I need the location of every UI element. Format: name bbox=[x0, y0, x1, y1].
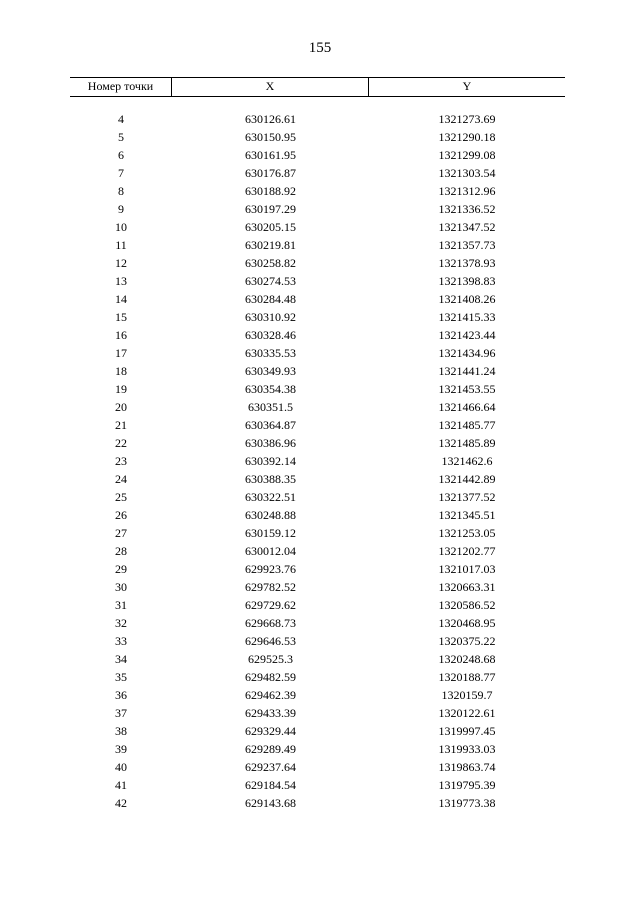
point-number-cell: 17 bbox=[115, 346, 127, 360]
y-cell: 1320586.52 bbox=[438, 598, 496, 612]
y-cell: 1321345.51 bbox=[438, 508, 496, 522]
table-header bbox=[70, 77, 565, 96]
y-cell: 1321273.69 bbox=[438, 112, 496, 126]
header-point-number: Номер точки bbox=[70, 77, 172, 96]
table-row bbox=[70, 128, 565, 146]
table-row bbox=[70, 506, 565, 524]
table-row bbox=[70, 542, 565, 560]
x-cell: 629525.3 bbox=[248, 652, 293, 666]
x-cell: 630248.88 bbox=[245, 508, 296, 522]
point-number-cell: 35 bbox=[115, 670, 127, 684]
x-cell: 630284.48 bbox=[245, 292, 296, 306]
x-cell: 630197.29 bbox=[245, 202, 296, 216]
table-body bbox=[70, 110, 565, 812]
x-cell: 629237.64 bbox=[245, 760, 296, 774]
point-number-cell: 15 bbox=[115, 310, 127, 324]
table-row bbox=[70, 398, 565, 416]
table-row bbox=[70, 236, 565, 254]
x-cell: 630322.51 bbox=[245, 490, 296, 504]
x-cell: 629782.52 bbox=[245, 580, 296, 594]
x-cell: 630392.14 bbox=[245, 454, 296, 468]
x-cell: 629729.62 bbox=[245, 598, 296, 612]
header-x: X bbox=[172, 77, 369, 96]
x-cell: 630012.04 bbox=[245, 544, 296, 558]
y-cell: 1321303.54 bbox=[438, 166, 496, 180]
x-cell: 629923.76 bbox=[245, 562, 296, 576]
table-row bbox=[70, 560, 565, 578]
table-row bbox=[70, 524, 565, 542]
table-row bbox=[70, 776, 565, 794]
table-row bbox=[70, 308, 565, 326]
x-cell: 630274.53 bbox=[245, 274, 296, 288]
point-number-cell: 11 bbox=[115, 238, 127, 252]
table-row bbox=[70, 632, 565, 650]
x-cell: 630126.61 bbox=[245, 112, 296, 126]
y-cell: 1320159.7 bbox=[441, 688, 493, 702]
table-row bbox=[70, 290, 565, 308]
table-row bbox=[70, 596, 565, 614]
table-row bbox=[70, 668, 565, 686]
y-cell: 1321290.18 bbox=[438, 130, 496, 144]
x-cell: 629433.39 bbox=[245, 706, 296, 720]
x-cell: 630219.81 bbox=[245, 238, 296, 252]
y-cell: 1319933.03 bbox=[438, 742, 496, 756]
table-row bbox=[70, 722, 565, 740]
table-row bbox=[70, 164, 565, 182]
x-cell: 629329.44 bbox=[245, 724, 296, 738]
table-row bbox=[70, 146, 565, 164]
point-number-cell: 16 bbox=[115, 328, 127, 342]
point-number-cell: 13 bbox=[115, 274, 127, 288]
point-number-cell: 6 bbox=[118, 148, 124, 162]
x-cell: 629289.49 bbox=[245, 742, 296, 756]
y-cell: 1321434.96 bbox=[438, 346, 496, 360]
x-cell: 630351.5 bbox=[248, 400, 293, 414]
y-cell: 1320122.61 bbox=[438, 706, 496, 720]
point-number-cell: 42 bbox=[115, 796, 127, 810]
point-number-cell: 20 bbox=[115, 400, 127, 414]
point-number-cell: 27 bbox=[115, 526, 127, 540]
point-number-cell: 37 bbox=[115, 706, 127, 720]
table-row bbox=[70, 200, 565, 218]
x-cell: 629143.68 bbox=[245, 796, 296, 810]
point-number-cell: 10 bbox=[115, 220, 127, 234]
point-number-cell: 31 bbox=[115, 598, 127, 612]
x-cell: 629482.59 bbox=[245, 670, 296, 684]
point-number-cell: 19 bbox=[115, 382, 127, 396]
y-cell: 1321485.89 bbox=[438, 436, 496, 450]
table-row bbox=[70, 650, 565, 668]
y-cell: 1321017.03 bbox=[438, 562, 496, 576]
point-number-cell: 9 bbox=[118, 202, 124, 216]
point-number-cell: 40 bbox=[115, 760, 127, 774]
point-number-cell: 7 bbox=[118, 166, 124, 180]
y-cell: 1321202.77 bbox=[438, 544, 496, 558]
y-cell: 1321442.89 bbox=[438, 472, 496, 486]
table-row bbox=[70, 416, 565, 434]
table-row bbox=[70, 452, 565, 470]
y-cell: 1321423.44 bbox=[438, 328, 496, 342]
point-number-cell: 4 bbox=[118, 112, 124, 126]
x-cell: 629646.53 bbox=[245, 634, 296, 648]
point-number-cell: 18 bbox=[115, 364, 127, 378]
y-cell: 1321441.24 bbox=[438, 364, 496, 378]
table-row bbox=[70, 758, 565, 776]
y-cell: 1319795.39 bbox=[438, 778, 496, 792]
y-cell: 1321415.33 bbox=[438, 310, 496, 324]
table-row bbox=[70, 344, 565, 362]
y-cell: 1319997.45 bbox=[438, 724, 496, 738]
point-number-cell: 8 bbox=[118, 184, 124, 198]
table-row bbox=[70, 434, 565, 452]
point-number-cell: 39 bbox=[115, 742, 127, 756]
page-number: 155 bbox=[308, 40, 332, 56]
y-cell: 1321377.52 bbox=[438, 490, 496, 504]
point-number-cell: 30 bbox=[115, 580, 127, 594]
table-row bbox=[70, 704, 565, 722]
point-number-cell: 33 bbox=[115, 634, 127, 648]
table-row bbox=[70, 218, 565, 236]
y-cell: 1321378.93 bbox=[438, 256, 496, 270]
y-cell: 1321357.73 bbox=[438, 238, 496, 252]
point-number-cell: 22 bbox=[115, 436, 127, 450]
y-cell: 1321299.08 bbox=[438, 148, 496, 162]
table-header-bottom-border bbox=[70, 96, 565, 97]
table-row bbox=[70, 686, 565, 704]
point-number-cell: 14 bbox=[115, 292, 127, 306]
table-row bbox=[70, 182, 565, 200]
point-number-cell: 28 bbox=[115, 544, 127, 558]
table-row bbox=[70, 470, 565, 488]
table-row bbox=[70, 272, 565, 290]
y-cell: 1321466.64 bbox=[438, 400, 496, 414]
table-row bbox=[70, 614, 565, 632]
y-cell: 1320663.31 bbox=[438, 580, 496, 594]
point-number-cell: 41 bbox=[115, 778, 127, 792]
table-row bbox=[70, 110, 565, 128]
table-row bbox=[70, 578, 565, 596]
table-row bbox=[70, 362, 565, 380]
x-cell: 630328.46 bbox=[245, 328, 296, 342]
x-cell: 630354.38 bbox=[245, 382, 296, 396]
y-cell: 1321253.05 bbox=[438, 526, 496, 540]
point-number-cell: 5 bbox=[118, 130, 124, 144]
y-cell: 1320468.95 bbox=[438, 616, 496, 630]
y-cell: 1321336.52 bbox=[438, 202, 496, 216]
y-cell: 1321485.77 bbox=[438, 418, 496, 432]
table-row bbox=[70, 794, 565, 812]
point-number-cell: 23 bbox=[115, 454, 127, 468]
x-cell: 629462.39 bbox=[245, 688, 296, 702]
y-cell: 1321408.26 bbox=[438, 292, 496, 306]
y-cell: 1321347.52 bbox=[438, 220, 496, 234]
x-cell: 630188.92 bbox=[245, 184, 296, 198]
y-cell: 1320188.77 bbox=[438, 670, 496, 684]
point-number-cell: 32 bbox=[115, 616, 127, 630]
y-cell: 1320375.22 bbox=[438, 634, 496, 648]
x-cell: 630349.93 bbox=[245, 364, 296, 378]
y-cell: 1321398.83 bbox=[438, 274, 496, 288]
point-number-cell: 12 bbox=[115, 256, 127, 270]
x-cell: 630310.92 bbox=[245, 310, 296, 324]
y-cell: 1320248.68 bbox=[438, 652, 496, 666]
table-row bbox=[70, 326, 565, 344]
x-cell: 630258.82 bbox=[245, 256, 296, 270]
header-y: Y bbox=[462, 79, 472, 93]
y-cell: 1321462.6 bbox=[441, 454, 493, 468]
table-row bbox=[70, 488, 565, 506]
x-cell: 630150.95 bbox=[245, 130, 296, 144]
x-cell: 630176.87 bbox=[245, 166, 296, 180]
point-number-cell: 38 bbox=[115, 724, 127, 738]
y-cell: 1319773.38 bbox=[438, 796, 496, 810]
point-number-cell: 25 bbox=[115, 490, 127, 504]
x-cell: 630159.12 bbox=[245, 526, 296, 540]
x-cell: 630386.96 bbox=[245, 436, 296, 450]
y-cell: 1321453.55 bbox=[438, 382, 496, 396]
table-row bbox=[70, 740, 565, 758]
point-number-cell: 26 bbox=[115, 508, 127, 522]
point-number-cell: 29 bbox=[115, 562, 127, 576]
table-row bbox=[70, 254, 565, 272]
x-cell: 629668.73 bbox=[245, 616, 296, 630]
x-cell: 630335.53 bbox=[245, 346, 296, 360]
point-number-cell: 34 bbox=[115, 652, 127, 666]
y-cell: 1319863.74 bbox=[438, 760, 496, 774]
x-cell: 630161.95 bbox=[245, 148, 296, 162]
point-number-cell: 21 bbox=[115, 418, 127, 432]
x-cell: 630205.15 bbox=[245, 220, 296, 234]
x-cell: 629184.54 bbox=[245, 778, 296, 792]
y-cell: 1321312.96 bbox=[438, 184, 496, 198]
point-number-cell: 24 bbox=[115, 472, 127, 486]
x-cell: 630388.35 bbox=[245, 472, 296, 486]
x-cell: 630364.87 bbox=[245, 418, 296, 432]
table-row bbox=[70, 380, 565, 398]
point-number-cell: 36 bbox=[115, 688, 127, 702]
